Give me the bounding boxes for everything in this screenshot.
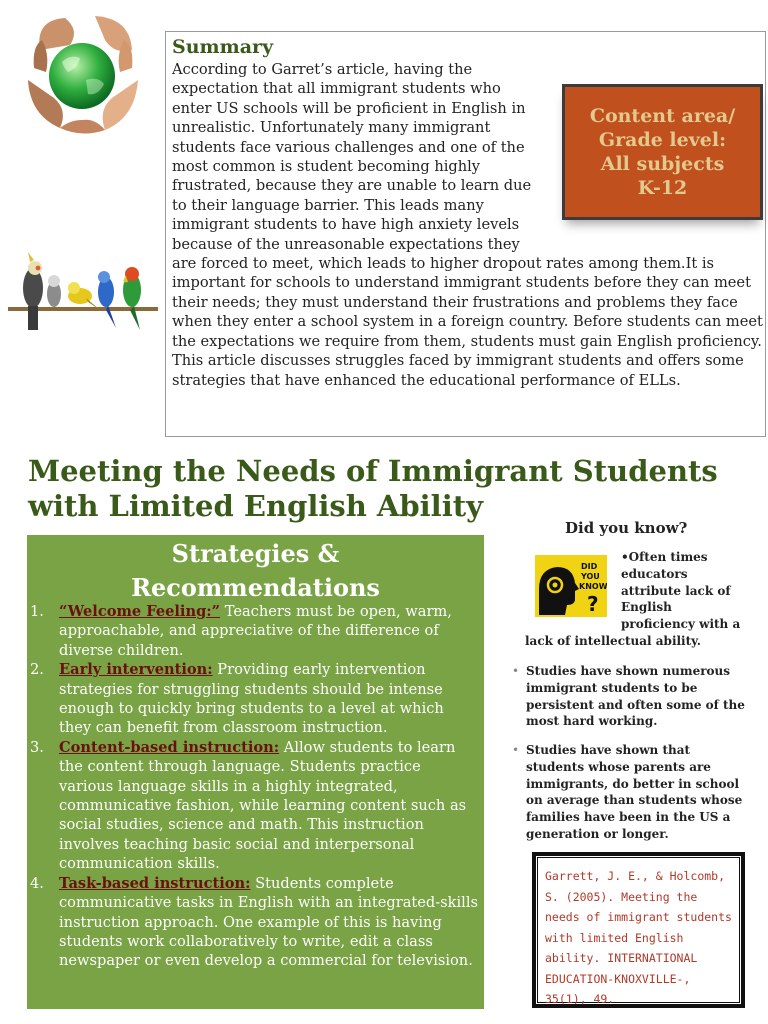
svg-text:KNOW: KNOW (579, 582, 607, 591)
did-you-know-fact: • Studies have shown numerous immigrant students to be persistent and often some of the most hard working. (512, 664, 745, 729)
svg-text:YOU: YOU (581, 572, 600, 581)
summary-text: According to Garret’s article, having the expectation that all immigrant students who enter US schools will be proficient in English in unrealistic. Unfortunately many immigrant students face various challenges and one of the most common is student becoming highly frustrated, because they are unable to learn due to their language barrier. This leads many immigrant students to have high anxiety levels because of the unreasonable expectations they are forced to meet, which leads to higher dropout rates among them.It is important for schools to understand immigrant students before they can meet their needs; they must understand their frustrations and problems they face when they enter a school system in a foreign country. Before students can meet the expectations we require from them, students must gain English proficiency. This article discusses struggles faced by immigrant students and offers some strategies that have enhanced the educational performance of ELLs. (172, 61, 763, 389)
content-area-line: All subjects (600, 153, 725, 175)
parrots-icon (8, 250, 158, 340)
did-you-know-fact: • Studies have shown that students whose parents are immigrants, do better in school on average than students whose families have been in the US a generation or longer. (512, 743, 743, 841)
globe-hands-icon (20, 10, 145, 138)
list-item: 1. “Welcome Feeling:” Teachers must be open, warm, approachable, and appreciative of the difference of diverse children. (30, 603, 452, 659)
svg-text:?: ? (587, 592, 599, 616)
strategies-list (27, 602, 479, 971)
did-you-know-fact: •Often times educators attribute lack of English proficiency with a lack of intellectual ability. (525, 550, 741, 648)
content-area-line: K-12 (637, 177, 688, 199)
citation-text: Garrett, J. E., & Holcomb, S. (2005). Meeting the needs of immigrant students with limited English ability. INTERNATIONAL EDUCATION-KNOXVILLE-, 35(1), 49. (545, 869, 732, 1006)
list-item: 3. Content-based instruction: Allow students to learn the content through language. Students practice various language skills in a highly integrated, communicative fashion, while learning content such as social studies, science and math. This instruction involves teaching basic social and interpersonal communication skills. (30, 738, 467, 873)
list-item: 2. Early intervention: Providing early intervention strategies for struggling students should be intense enough to quickly bring students to a level at which they can benefit from classroom instruction. (30, 661, 444, 737)
summary-title: Summary (172, 36, 274, 58)
strategy-lead: “Welcome Feeling:” (59, 603, 221, 620)
strategies-heading: Strategies & Recommendations (131, 539, 380, 602)
svg-text:DID: DID (581, 562, 598, 571)
strategy-lead: Early intervention: (59, 661, 213, 679)
content-area-line: Grade level: (598, 129, 727, 151)
content-area-box (562, 84, 763, 220)
list-item: 4. Task-based instruction: Students complete communicative tasks in English with an integrated-skills instruction approach. One example of this is having students work collaboratively to write, edit a class newspaper or even develop a commercial for television. (30, 874, 479, 970)
page-title: Meeting the Needs of Immigrant Students with Limited English Ability (28, 454, 718, 523)
content-area-line: Content area/ (589, 105, 736, 127)
strategy-lead: Task-based instruction: (59, 874, 251, 892)
strategy-lead: Content-based instruction: (59, 738, 280, 756)
did-you-know-title: Did you know? (565, 519, 688, 537)
